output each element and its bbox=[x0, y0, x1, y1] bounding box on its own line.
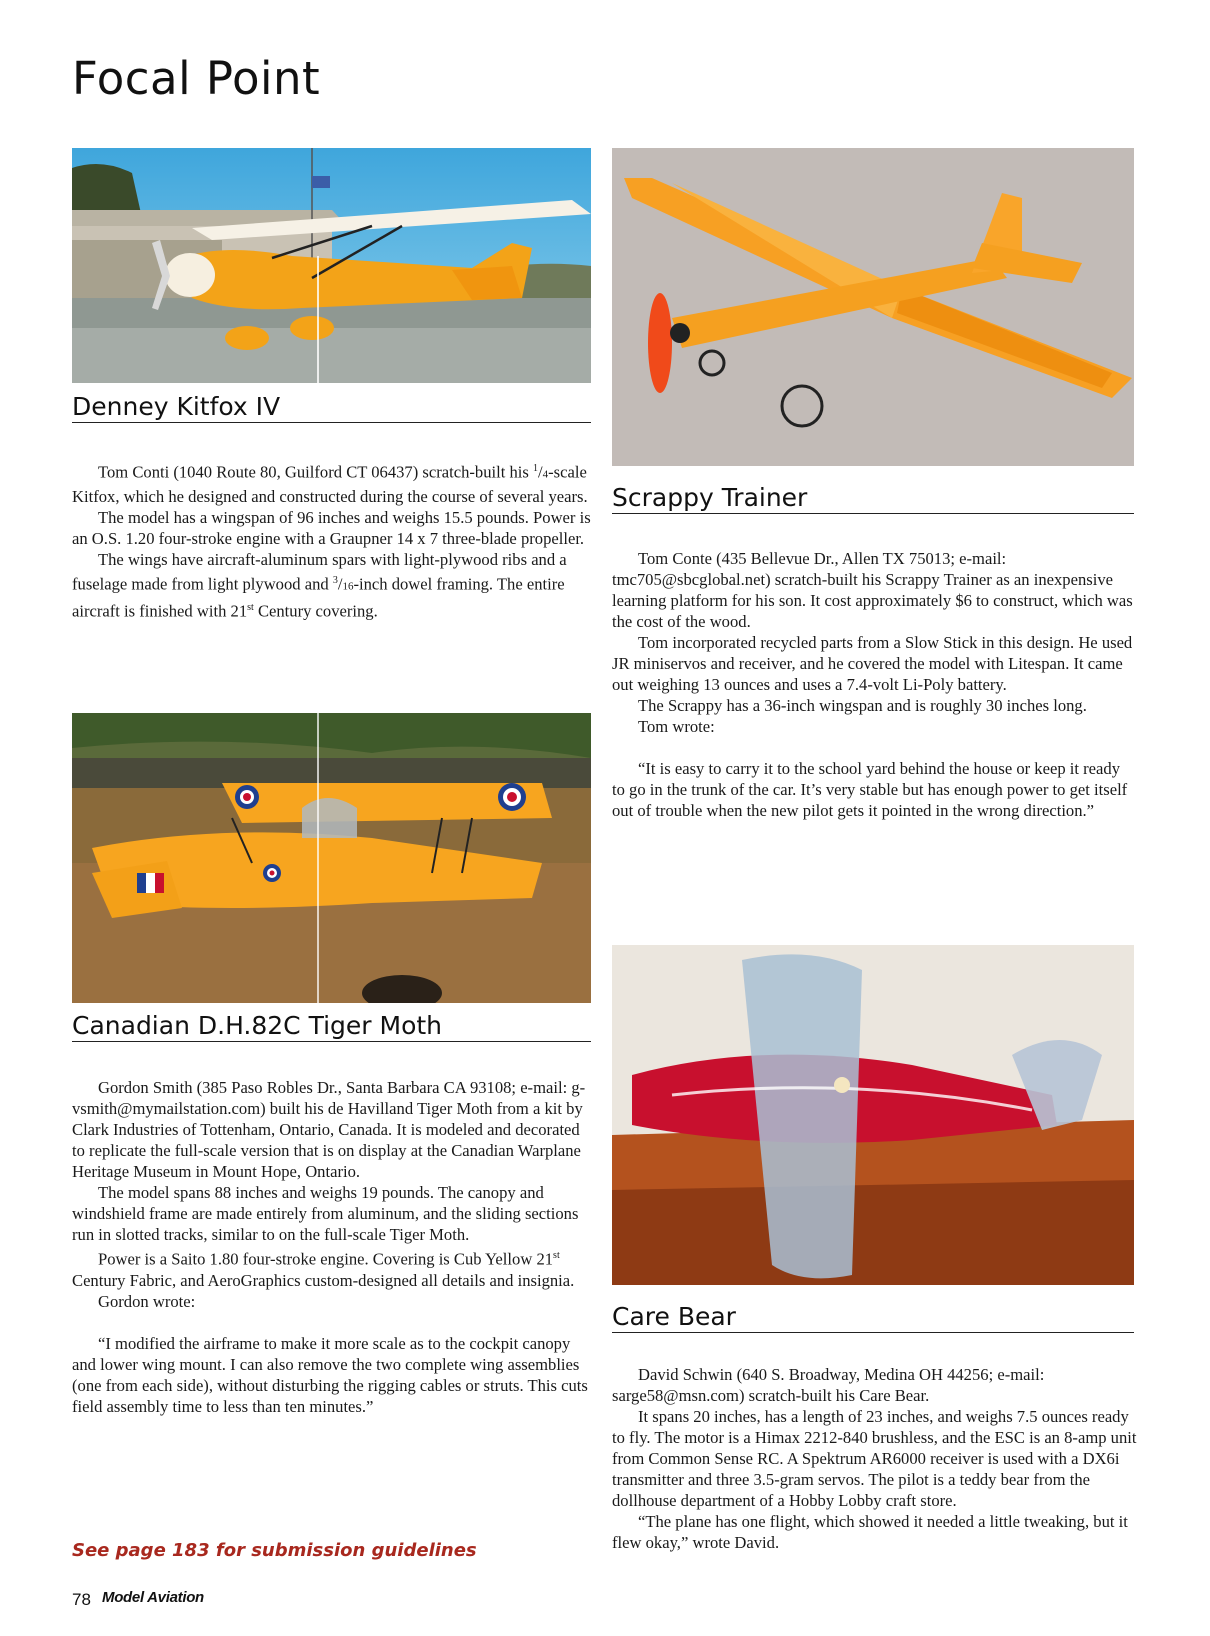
tiger-moth-photo bbox=[72, 713, 591, 1003]
ordinal-suffix: st bbox=[247, 602, 254, 614]
care-bear-photo-image bbox=[612, 945, 1134, 1285]
ordinal-suffix: st bbox=[553, 1250, 560, 1261]
kitfox-text: -inch dowel framing. The entire aircraft is finished with 21 bbox=[72, 574, 565, 621]
tiger-moth-heading: Canadian D.H.82C Tiger Moth bbox=[72, 1011, 591, 1042]
submission-guidelines-link[interactable]: See page 183 for submission guidelines bbox=[72, 1540, 477, 1561]
fraction-denominator: 16 bbox=[342, 580, 354, 593]
tiger-moth-text: Power is a Saito 1.80 four-stroke engine. Covering is Cub Yellow 21 bbox=[98, 1249, 554, 1269]
care-bear-paragraph-2: It spans 20 inches, has a length of 23 inches, and weighs 7.5 ounces ready to fly. The motor is a Himax 2212-840 brushless, and the ESC is an 8-amp unit from Common Sense RC. A Spektrum AR6000 receiver is used with a DX6i transmitter and three 3.5-gram servos. The pilot is a teddy bear from the dollhouse department of a Hobby Lobby craft store. bbox=[612, 1407, 1137, 1510]
page-number: 78 bbox=[72, 1590, 91, 1609]
kitfox-heading: Denney Kitfox IV bbox=[72, 392, 591, 423]
tiger-moth-quote: “I modified the airframe to make it more scale as to the cockpit canopy and lower wing mount. I can also remove the two complete wing assemblies (one from each side), without disturbing the rigging cables or struts. This cuts field assembly time to less than ten minutes.” bbox=[72, 1333, 588, 1416]
scrappy-paragraph-4: Tom wrote: bbox=[638, 717, 715, 736]
tiger-moth-paragraph-1: Gordon Smith (385 Paso Robles Dr., Santa Barbara CA 93108; e-mail: g-vsmith@mymailstation.com) built his de Havilland Tiger Moth from a kit by Clark Industries of Tottenham, Ontario, Canada. It is modeled and decorated to replicate the full-scale version that is on display at the Canadian Warplane Heritage Museum in Mount Hope, Ontario. bbox=[72, 1078, 586, 1181]
magazine-name: Model Aviation bbox=[102, 1589, 204, 1606]
kitfox-text: The wings have aircraft-aluminum spars with light-plywood ribs and a fuselage made from light plywood and bbox=[72, 549, 567, 594]
scrappy-heading: Scrappy Trainer bbox=[612, 483, 1134, 514]
fraction-numerator: 3 bbox=[332, 574, 338, 586]
kitfox-photo-image bbox=[72, 148, 591, 383]
scrappy-body bbox=[612, 548, 1137, 821]
kitfox-text: Century covering. bbox=[253, 601, 378, 621]
kitfox-paragraph-1: Tom Conti (1040 Route 80, Guilford CT 06437) scratch-built his $^1$/4-scale Kitfox, which he designed and constructed during the course of several years. bbox=[72, 462, 588, 506]
care-bear-paragraph-3: “The plane has one flight, which showed it needed a little tweaking, but it flew okay,” wrote David. bbox=[612, 1512, 1128, 1552]
tiger-moth-paragraph-4: Gordon wrote: bbox=[98, 1291, 196, 1311]
scrappy-paragraph-3: The Scrappy has a 36-inch wingspan and is roughly 30 inches long. bbox=[638, 696, 1087, 715]
scrappy-quote: “It is easy to carry it to the school yard behind the house or keep it ready to go in the trunk of the car. It’s very stable but has enough power to get itself out of trouble when the new pilot gets it pointed in the wrong direction.” bbox=[612, 759, 1128, 820]
kitfox-paragraph-2: The model has a wingspan of 96 inches and weighs 15.5 pounds. Power is an O.S. 1.20 four-stroke engine with a Graupner 14 x 7 three-blade propeller. bbox=[72, 507, 591, 548]
kitfox-text: -scale Kitfox, which he designed and constructed during the course of several years. bbox=[72, 462, 588, 506]
tiger-moth-photo-image bbox=[72, 713, 591, 1003]
fraction-numerator: 1 bbox=[533, 463, 539, 474]
page-title: Focal Point bbox=[72, 52, 321, 105]
scrappy-paragraph-2: Tom incorporated recycled parts from a Slow Stick in this design. He used JR miniservos and receiver, and he covered the model with Litespan. It came out weighing 13 ounces and uses a 7.4-volt Li-Poly battery. bbox=[612, 633, 1133, 694]
scrappy-paragraph-1: Tom Conte (435 Bellevue Dr., Allen TX 75013; e-mail: tmc705@sbcglobal.net) scratch-built his Scrappy Trainer as an inexpensive learning platform for his son. It cost approximately $6 to construct, which was the cost of the wood. bbox=[612, 549, 1133, 631]
tiger-moth-text: Century Fabric, and AeroGraphics custom-designed all details and insignia. bbox=[72, 1270, 575, 1290]
kitfox-body bbox=[72, 458, 594, 622]
kitfox-paragraph-3: The wings have aircraft-aluminum spars with light-plywood ribs and a fuselage made from light plywood and $^3$/16-inch dowel framing. The entire aircraft is finished with 21st Century covering. bbox=[72, 549, 567, 621]
care-bear-paragraph-1: David Schwin (640 S. Broadway, Medina OH 44256; e-mail: sarge58@msn.com) scratch-built his Care Bear. bbox=[612, 1365, 1045, 1405]
tiger-moth-paragraph-3 bbox=[72, 1245, 594, 1291]
scrappy-photo bbox=[612, 148, 1134, 466]
care-bear-photo bbox=[612, 945, 1134, 1285]
care-bear-heading: Care Bear bbox=[612, 1302, 1134, 1333]
fraction-denominator: 4 bbox=[542, 468, 549, 481]
kitfox-photo bbox=[72, 148, 591, 383]
kitfox-text: Tom Conti (1040 Route 80, Guilford CT 06437) scratch-built his bbox=[98, 462, 534, 482]
scrappy-photo-image bbox=[612, 148, 1134, 466]
care-bear-body bbox=[612, 1364, 1137, 1553]
tiger-moth-paragraph-2: The model spans 88 inches and weighs 19 pounds. The canopy and windshield frame are made entirely from aluminum, and the sliding sections run in slotted tracks, similar to on the full-scale Tiger Moth. bbox=[72, 1183, 579, 1244]
tiger-moth-body bbox=[72, 1077, 594, 1417]
